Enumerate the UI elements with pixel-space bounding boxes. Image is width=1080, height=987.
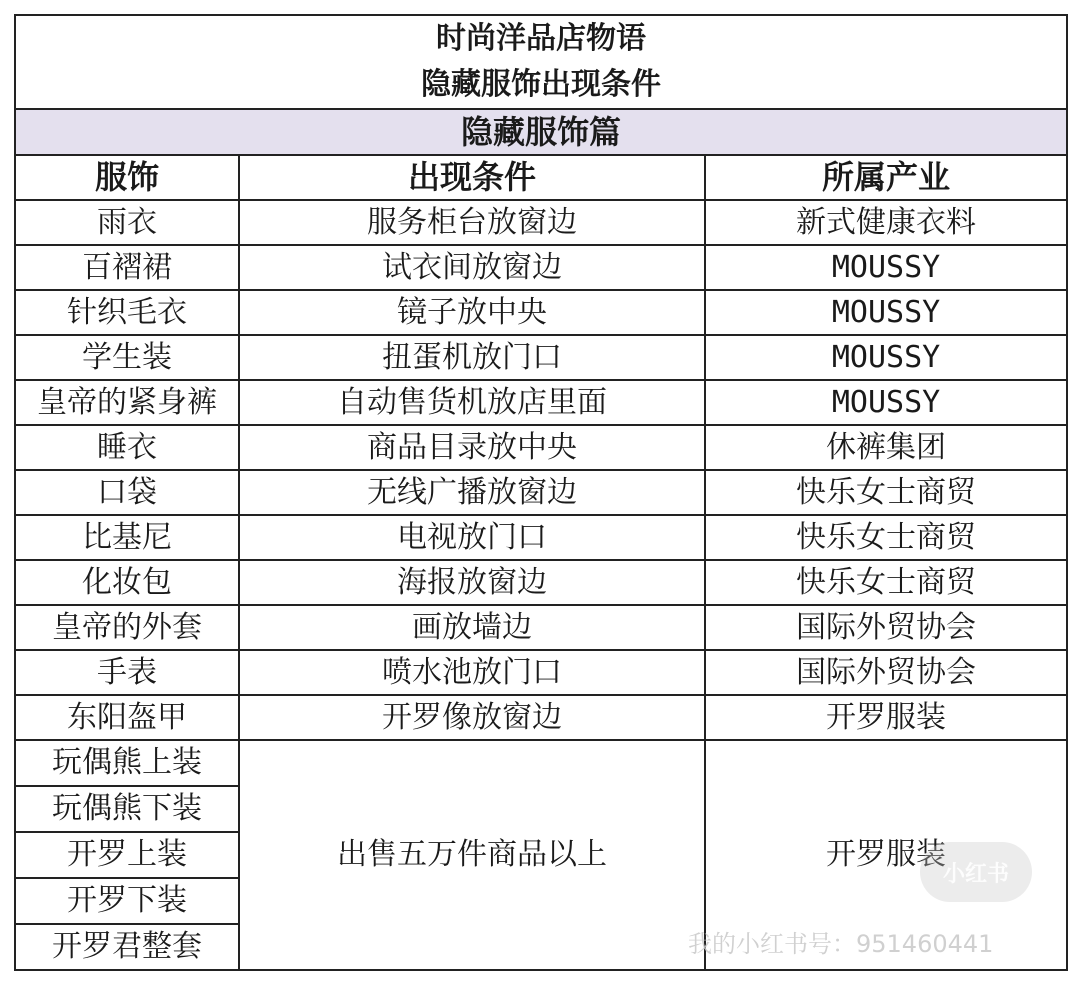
cell-condition: 自动售货机放店里面 xyxy=(239,380,705,425)
cell-clothing: 手表 xyxy=(15,650,239,695)
cell-clothing: 睡衣 xyxy=(15,425,239,470)
cell-condition: 无线广播放窗边 xyxy=(239,470,705,515)
cell-industry: 快乐女士商贸 xyxy=(705,515,1067,560)
cell-industry: 开罗服装 xyxy=(705,695,1067,740)
watermark-logo: 小红书 xyxy=(920,842,1032,902)
table-row xyxy=(15,650,1067,695)
cell-condition: 画放墙边 xyxy=(239,605,705,650)
cell-condition: 商品目录放中央 xyxy=(239,425,705,470)
table-row xyxy=(15,425,1067,470)
header-row xyxy=(15,155,1067,200)
cell-industry: 国际外贸协会 xyxy=(705,650,1067,695)
header-condition: 出现条件 xyxy=(239,155,705,200)
cell-industry: 休裤集团 xyxy=(705,425,1067,470)
cell-industry: 国际外贸协会 xyxy=(705,605,1067,650)
hidden-clothing-table xyxy=(14,14,1068,971)
table-row xyxy=(15,245,1067,290)
cell-clothing: 开罗下装 xyxy=(15,878,239,924)
cell-industry: MOUSSY xyxy=(705,335,1067,380)
table-row xyxy=(15,380,1067,425)
header-industry: 所属产业 xyxy=(705,155,1067,200)
cell-clothing: 雨衣 xyxy=(15,200,239,245)
title-line-1: 时尚洋品店物语 xyxy=(436,21,647,56)
cell-condition: 试衣间放窗边 xyxy=(239,245,705,290)
title-line-2: 隐藏服饰出现条件 xyxy=(421,67,662,102)
cell-clothing: 针织毛衣 xyxy=(15,290,239,335)
cell-industry: 快乐女士商贸 xyxy=(705,560,1067,605)
cell-condition: 喷水池放门口 xyxy=(239,650,705,695)
cell-clothing: 比基尼 xyxy=(15,515,239,560)
cell-condition: 服务柜台放窗边 xyxy=(239,200,705,245)
table-row xyxy=(15,290,1067,335)
watermark-text: 我的小红书号：951460441 xyxy=(688,930,994,958)
cell-clothing: 百褶裙 xyxy=(15,245,239,290)
header-clothing: 服饰 xyxy=(15,155,239,200)
table-title xyxy=(15,15,1067,109)
table-row xyxy=(15,335,1067,380)
table-row xyxy=(15,560,1067,605)
cell-clothing: 化妆包 xyxy=(15,560,239,605)
cell-condition: 电视放门口 xyxy=(239,515,705,560)
table-row xyxy=(15,740,1067,786)
cell-condition-merged: 出售五万件商品以上 xyxy=(239,740,705,970)
cell-clothing: 皇帝的紧身裤 xyxy=(15,380,239,425)
cell-condition: 海报放窗边 xyxy=(239,560,705,605)
cell-clothing: 皇帝的外套 xyxy=(15,605,239,650)
table-row xyxy=(15,605,1067,650)
cell-clothing: 口袋 xyxy=(15,470,239,515)
cell-condition: 镜子放中央 xyxy=(239,290,705,335)
cell-industry-merged: 开罗服装 xyxy=(705,740,1067,970)
cell-clothing: 东阳盔甲 xyxy=(15,695,239,740)
table-row xyxy=(15,470,1067,515)
cell-condition: 扭蛋机放门口 xyxy=(239,335,705,380)
cell-clothing: 开罗君整套 xyxy=(15,924,239,970)
table-row xyxy=(15,695,1067,740)
table-row xyxy=(15,515,1067,560)
cell-condition: 开罗像放窗边 xyxy=(239,695,705,740)
cell-industry: 新式健康衣料 xyxy=(705,200,1067,245)
cell-clothing: 玩偶熊下装 xyxy=(15,786,239,832)
cell-clothing: 学生装 xyxy=(15,335,239,380)
cell-industry: MOUSSY xyxy=(705,245,1067,290)
cell-industry: 快乐女士商贸 xyxy=(705,470,1067,515)
cell-industry: MOUSSY xyxy=(705,380,1067,425)
table-row xyxy=(15,200,1067,245)
section-title: 隐藏服饰篇 xyxy=(15,109,1067,155)
cell-clothing: 开罗上装 xyxy=(15,832,239,878)
cell-clothing: 玩偶熊上装 xyxy=(15,740,239,786)
cell-industry: MOUSSY xyxy=(705,290,1067,335)
